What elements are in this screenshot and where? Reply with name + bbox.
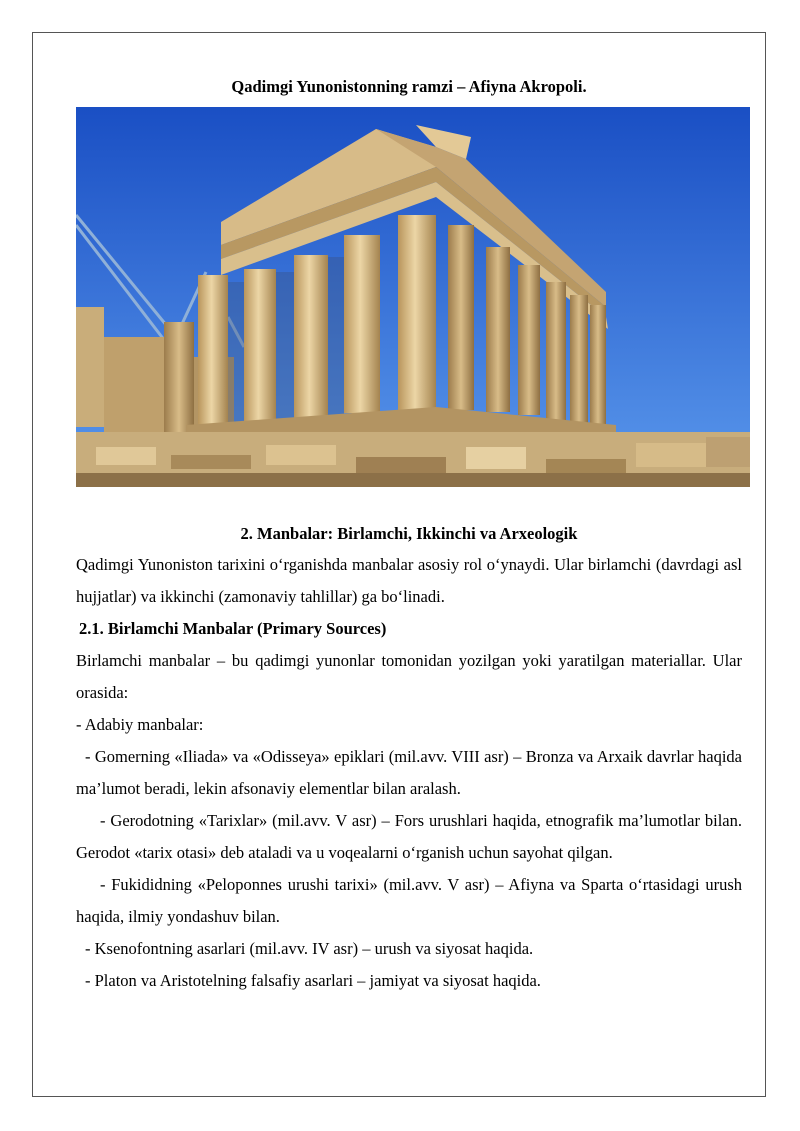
parthenon-photo <box>76 107 750 487</box>
section-title: 2. Manbalar: Birlamchi, Ikkinchi va Arxeologik <box>240 524 578 543</box>
list-item: - Platon va Aristotelning falsafiy asarlari – jamiyat va siyosat haqida. <box>85 971 541 990</box>
list-item: - Fukididning «Peloponnes urushi tarixi» (mil.avv. V asr) – Afiyna va Sparta o‘rtasidagi urush haqida, ilmiy yondashuv bilan. <box>76 875 742 926</box>
list-item: - Gomerning «Iliada» va «Odisseya» epiklari (mil.avv. VIII asr) – Bronza va Arxaik davrlar haqida ma’lumot beradi, lekin afsonaviy elementlar bilan aralash. <box>76 747 742 798</box>
list-item: - Ksenofontning asarlari (mil.avv. IV asr) – urush va siyosat haqida. <box>85 939 534 958</box>
figure-caption: Qadimgi Yunonistonning ramzi – Afiyna Akropoli. <box>231 77 587 96</box>
document-content <box>76 74 742 997</box>
subsection-title: 2.1. Birlamchi Manbalar (Primary Sources) <box>79 619 387 638</box>
list-item: - Gerodotning «Tarixlar» (mil.avv. V asr) – Fors urushlari haqida, etnografik ma’lumotlar bilan. Gerodot «tarix otasi» deb ataladi va u voqealarni o‘rganish uchun sayohat qilgan. <box>76 811 742 862</box>
list-heading: - Adabiy manbalar: <box>76 715 204 734</box>
subsection-intro: Birlamchi manbalar – bu qadimgi yunonlar tomonidan yozilgan yoki yaratilgan materiallar. Ular orasida: <box>76 651 742 702</box>
section-intro: Qadimgi Yunoniston tarixini o‘rganishda manbalar asosiy rol o‘ynaydi. Ular birlamchi (davrdagi asl hujjatlar) va ikkinchi (zamonaviy tahlillar) ga bo‘linadi. <box>76 555 742 606</box>
